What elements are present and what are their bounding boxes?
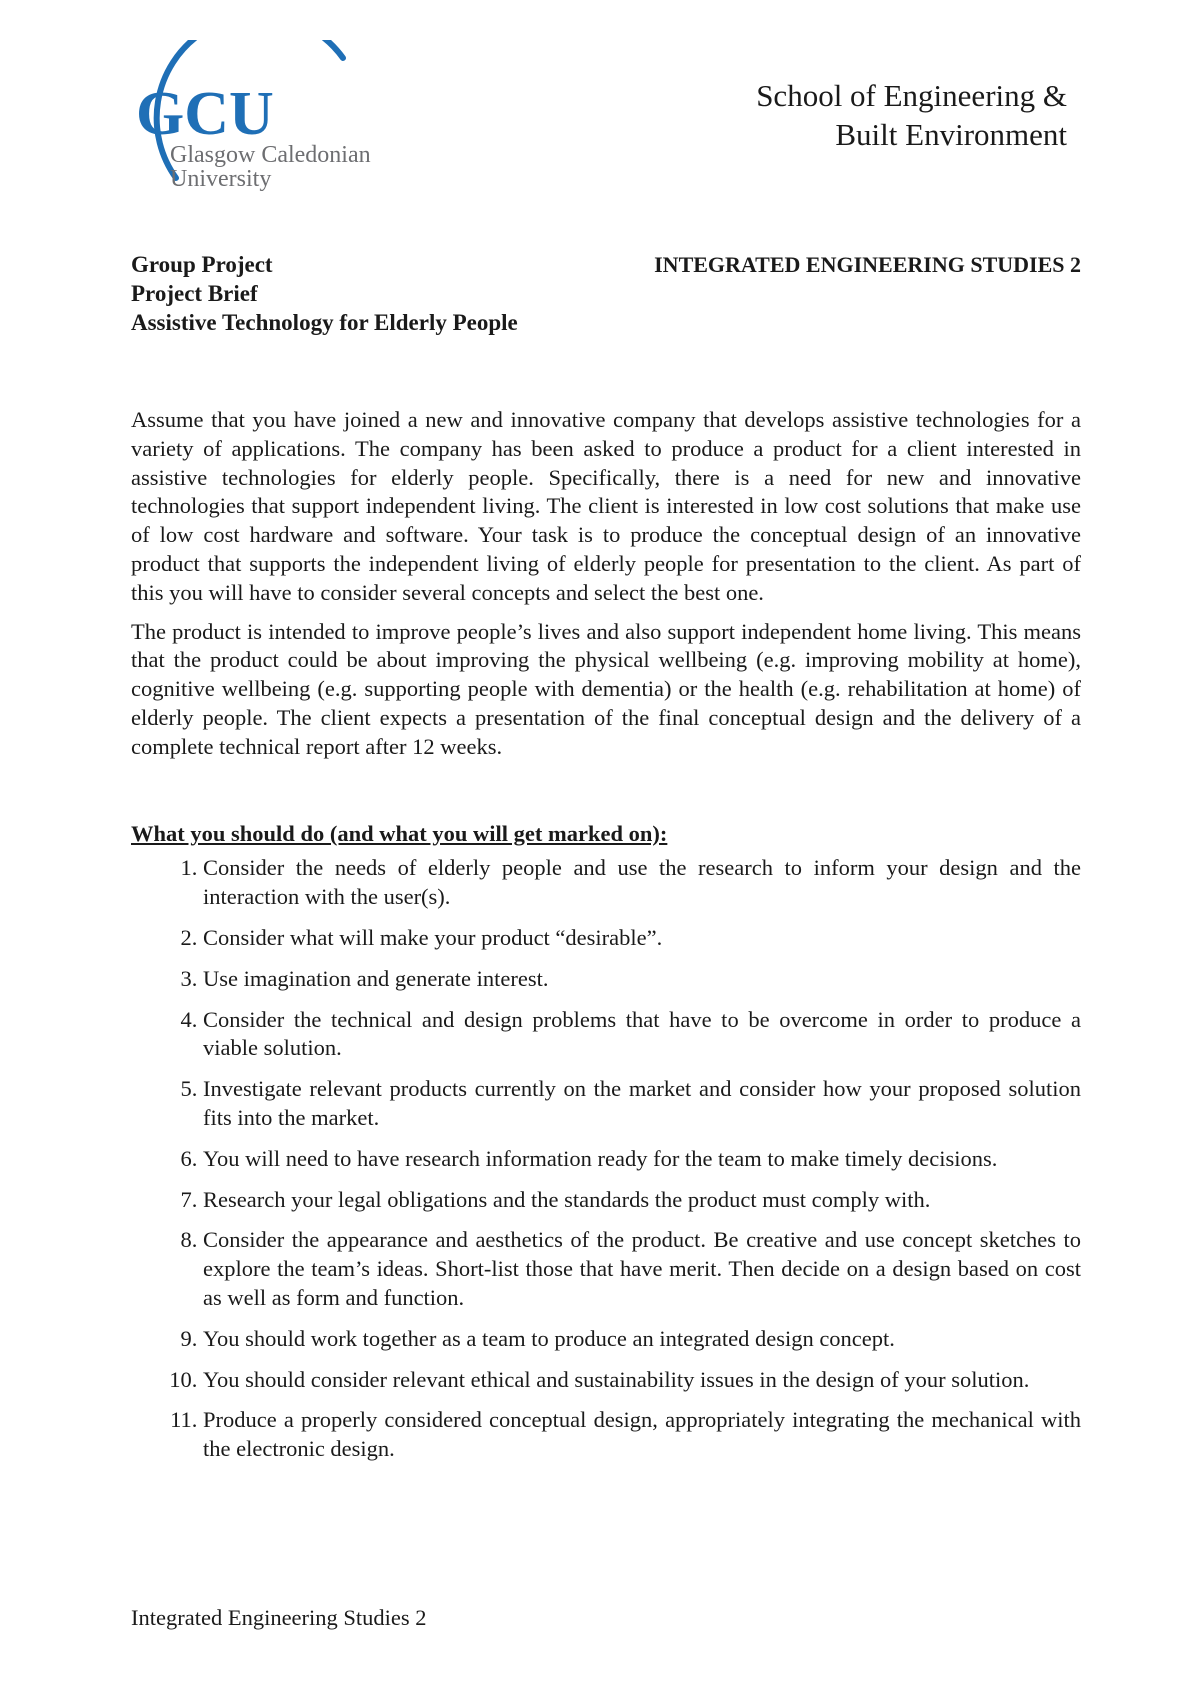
logo-line2: University — [170, 166, 272, 192]
intro-paragraph-1: Assume that you have joined a new and innovative company that develops assistive technologies for a variety of applications. The company has been asked to produce a product for a client interested in assistive technologies for elderly people. Specifically, there is a need for new and innovative technologies that support independent living. The client is interested in low cost solutions that make use of low cost hardware and software. Your task is to produce the conceptual design of an innovative product that supports the independent living of elderly people for presentation to the client. As part of this you will have to consider several concepts and select the best one. — [131, 407, 1081, 605]
gcu-logo — [128, 40, 418, 200]
section-heading: What you should do (and what you will get marked on): — [131, 820, 668, 846]
list-item: 6. You will need to have research information ready for the team to make timely decisions. — [203, 1145, 1081, 1174]
list-item: 3. Use imagination and generate interest. — [203, 965, 1081, 994]
list-item: 11. Produce a properly considered conceptual design, appropriately integrating the mechanical with the electronic design. — [203, 1406, 1081, 1464]
module-title: INTEGRATED ENGINEERING STUDIES 2 — [654, 252, 1081, 277]
list-item: 10. You should consider relevant ethical and sustainability issues in the design of your solution. — [203, 1366, 1081, 1395]
list-item: 9. You should work together as a team to produce an integrated design concept. — [203, 1325, 1081, 1354]
list-item: 8. Consider the appearance and aesthetics of the product. Be creative and use concept sketches to explore the team’s ideas. Short-list those that have merit. Then decide on a design based on cost as well as form and function. — [203, 1226, 1081, 1312]
logo-line1: Glasgow Caledonian — [170, 142, 371, 168]
school-line1: School of Engineering & — [756, 78, 1067, 113]
header-line-group: Group Project — [131, 252, 273, 277]
page-footer: Integrated Engineering Studies 2 — [131, 1605, 427, 1630]
header-line-title: Assistive Technology for Elderly People — [131, 310, 518, 335]
header-line-brief: Project Brief — [131, 281, 258, 306]
list-item: 4. Consider the technical and design problems that have to be overcome in order to produce a viable solution. — [203, 1006, 1081, 1064]
list-item: 7. Research your legal obligations and the standards the product must comply with. — [203, 1186, 1081, 1215]
project-header — [131, 250, 518, 337]
list-item: 5. Investigate relevant products currently on the market and consider how your proposed solution fits into the market. — [203, 1075, 1081, 1133]
logo-acronym: GCU — [136, 80, 274, 148]
list-item: 1. Consider the needs of elderly people and use the research to inform your design and the interaction with the user(s). — [203, 854, 1081, 912]
task-list — [131, 854, 1081, 1464]
list-item: 2. Consider what will make your product “desirable”. — [203, 924, 1081, 953]
intro-paragraph-2: The product is intended to improve people’s lives and also support independent home living. This means that the product could be about improving the physical wellbeing (e.g. improving mobility at home), cognitive wellbeing (e.g. supporting people with dementia) or the health (e.g. rehabilitation at home) of elderly people. The client expects a presentation of the final conceptual design and the delivery of a complete technical report after 12 weeks. — [131, 618, 1081, 759]
school-name — [756, 76, 1067, 154]
school-line2: Built Environment — [835, 117, 1067, 152]
document-body — [131, 406, 1081, 1476]
